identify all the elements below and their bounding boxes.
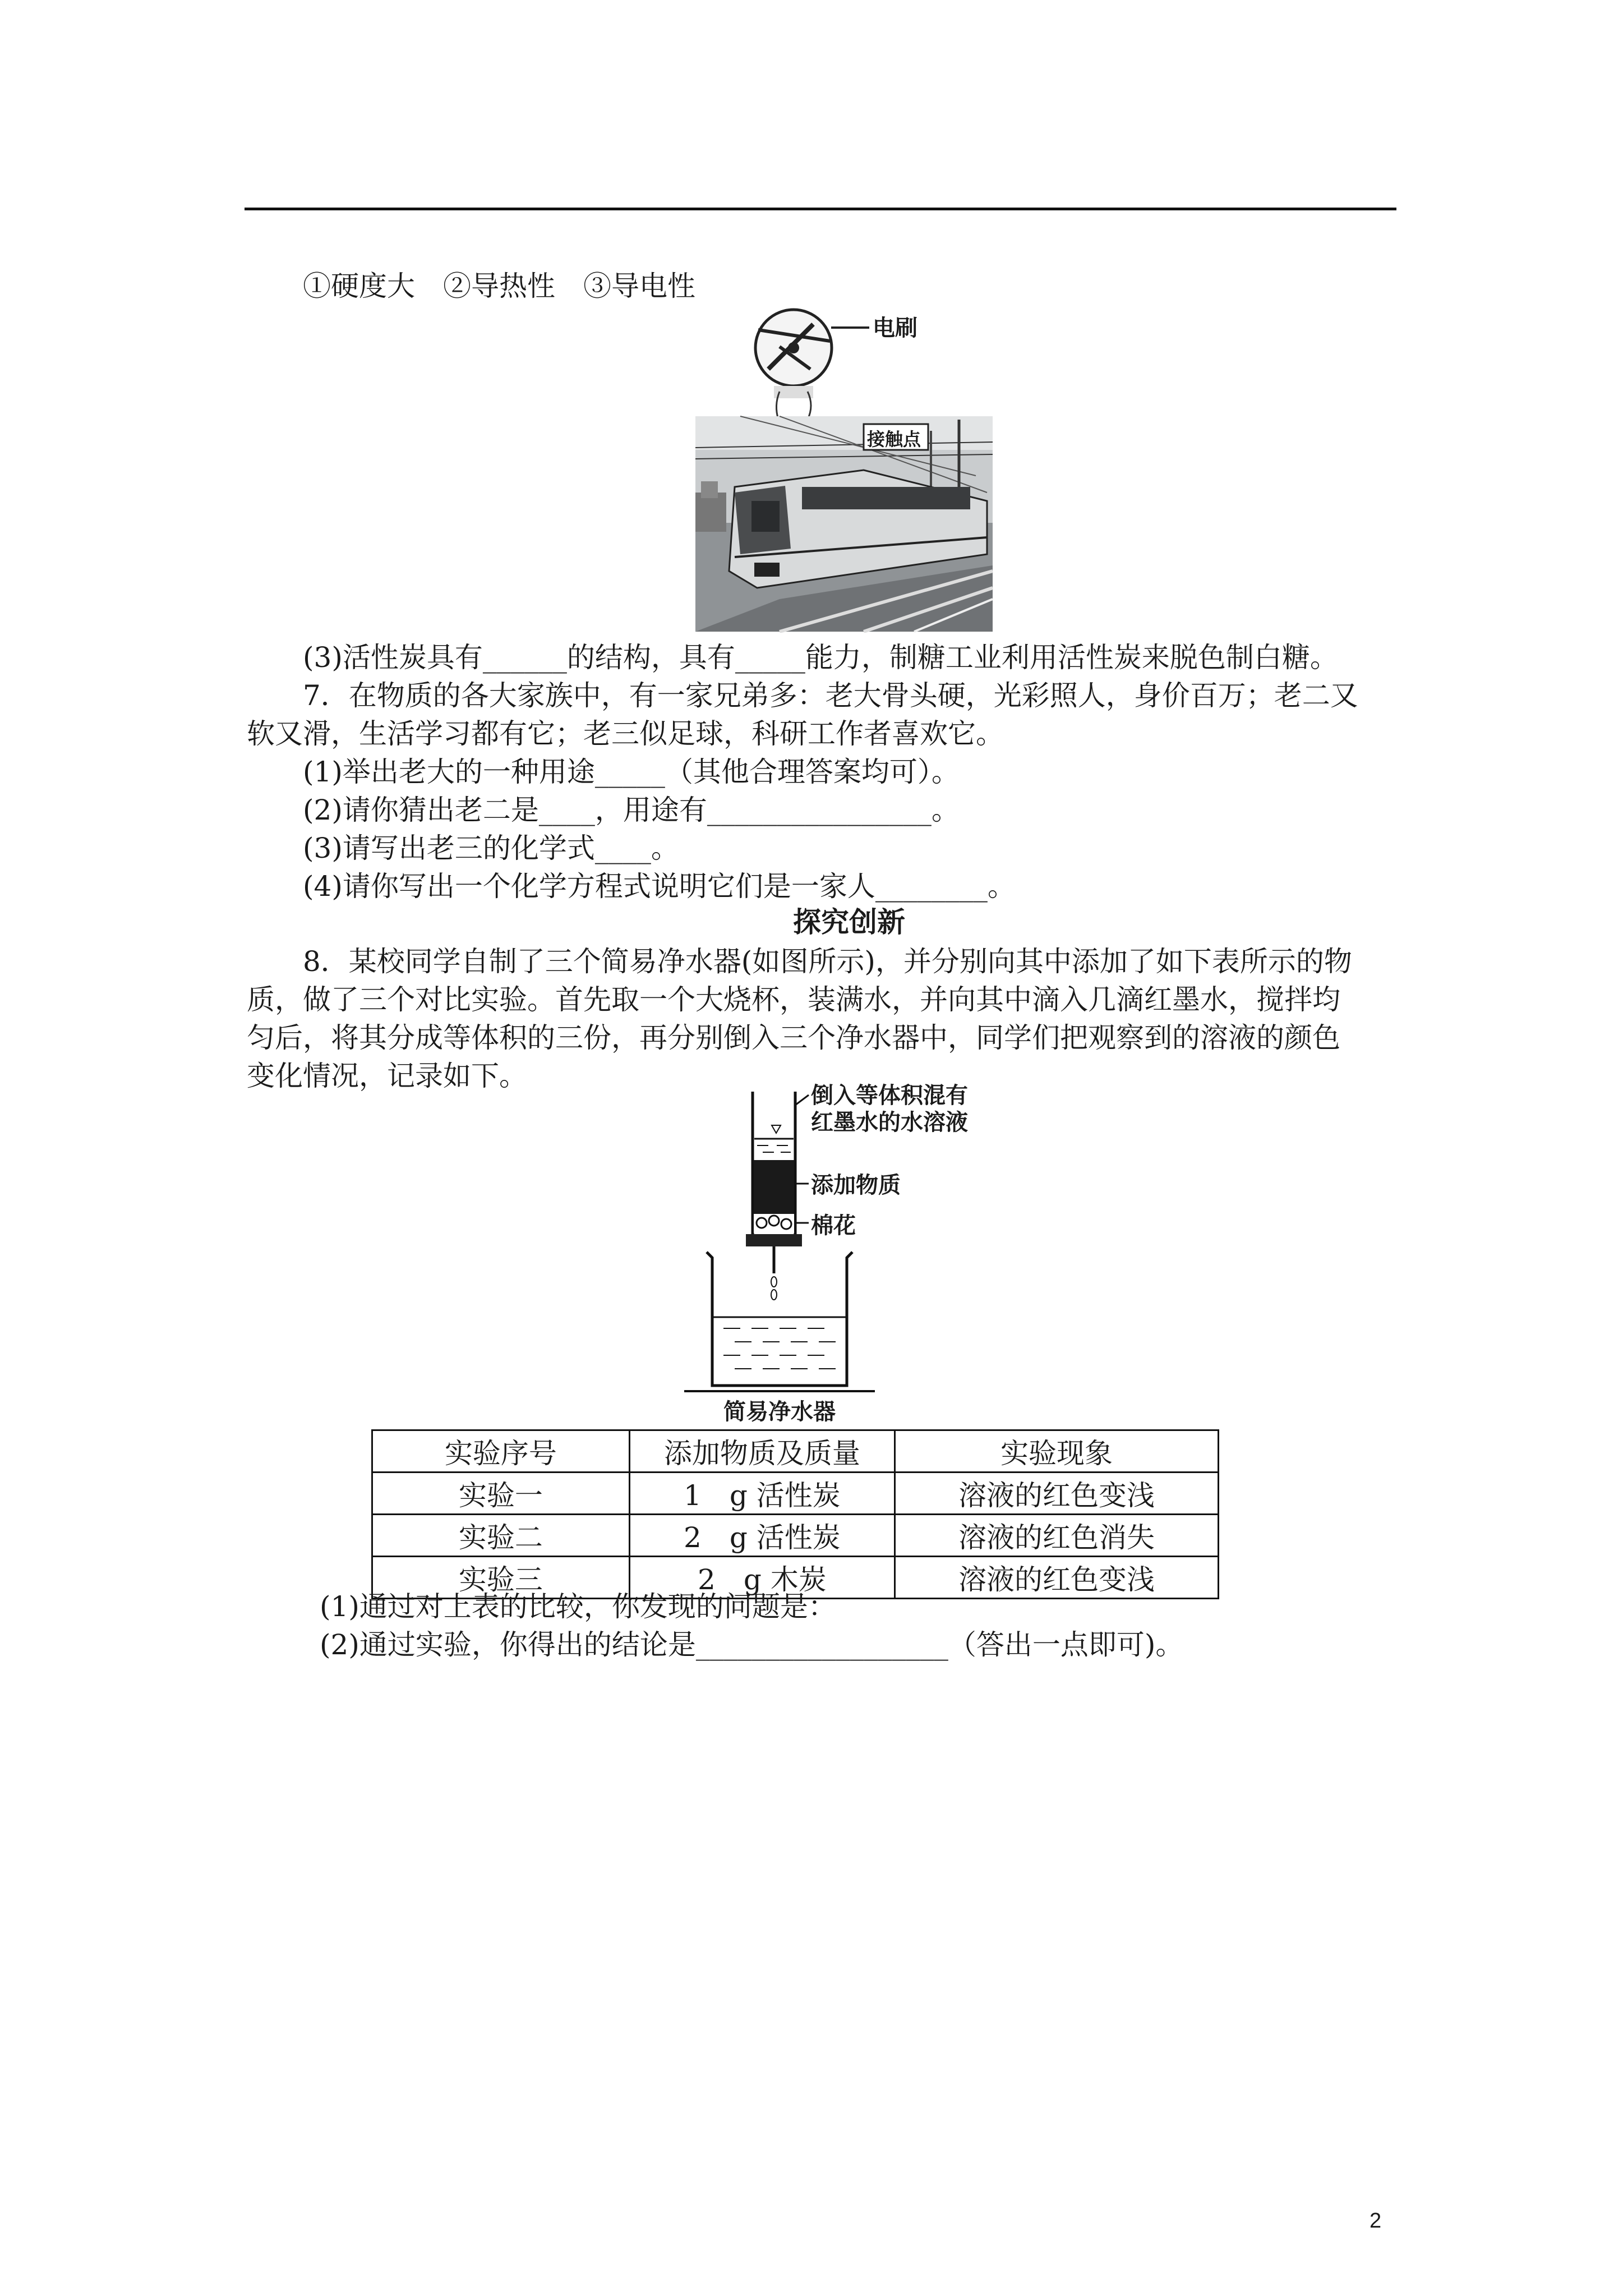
- label-added-substance: 添加物质: [811, 1172, 901, 1198]
- header-cell: 添加物质及质量: [629, 1430, 895, 1473]
- table-cell: 2 g 活性炭: [629, 1515, 895, 1557]
- table-cell: 2 g 木炭: [629, 1557, 895, 1599]
- q8-sub2: (2)通过实验，你得出的结论是__________________（答出一点即可)。: [320, 1628, 1184, 1661]
- page-number: 2: [1370, 2209, 1382, 2233]
- q6-part3: (3)活性炭具有______的结构，具有_____能力，制糖工业利用活性炭来脱色制白糖。: [303, 641, 1338, 674]
- q8-stem-line1: 8．某校同学自制了三个简易净水器(如图所示)，并分别向其中添加了如下表所示的物: [303, 945, 1352, 978]
- header-rule: [245, 208, 1396, 210]
- q8-sub1: (1)通过对上表的比较，你发现的问题是：: [320, 1590, 836, 1623]
- table-cell: 溶液的红色变浅: [895, 1473, 1219, 1515]
- table-cell: 实验三: [372, 1557, 630, 1599]
- table-cell: 溶液的红色消失: [895, 1515, 1219, 1557]
- table-cell: 1 g 活性炭: [629, 1473, 895, 1515]
- train-pantograph-figure: [695, 307, 1032, 633]
- q7-sub2: (2)请你猜出老二是____，用途有________________。: [303, 794, 960, 826]
- header-cell: 实验序号: [372, 1430, 630, 1473]
- q7-sub3: (3)请写出老三的化学式____。: [303, 832, 679, 864]
- q8-stem-line2: 质，做了三个对比实验。首先取一个大烧杯，装满水，并向其中滴入几滴红墨水，搅拌均: [247, 983, 1340, 1016]
- q8-stem-line4: 变化情况，记录如下。: [247, 1060, 527, 1092]
- label-pour-line1: 倒入等体积混有: [811, 1083, 968, 1108]
- header-cell: 实验现象: [895, 1430, 1219, 1473]
- label-brush: 电刷: [873, 315, 917, 341]
- table-row: [372, 1473, 1219, 1515]
- label-contact-point: 接触点: [867, 429, 921, 450]
- table-cell: 实验二: [372, 1515, 630, 1557]
- q7-sub4: (4)请你写出一个化学方程式说明它们是一家人________。: [303, 870, 1016, 903]
- table-header-row: [372, 1430, 1219, 1473]
- table-cell: 溶液的红色变浅: [895, 1557, 1219, 1599]
- experiment-table: [371, 1429, 1219, 1599]
- table-row: [372, 1515, 1219, 1557]
- label-pour-line2: 红墨水的水溶液: [811, 1110, 968, 1135]
- options-line: ①硬度大 ②导热性 ③导电性: [303, 270, 695, 302]
- q8-stem-line3: 匀后，将其分成等体积的三份，再分别倒入三个净水器中，同学们把观察到的溶液的颜色: [247, 1022, 1340, 1054]
- q7-sub1: (1)举出老大的一种用途_____（其他合理答案均可）。: [303, 756, 960, 788]
- figure-caption: 简易净水器: [723, 1399, 836, 1425]
- label-cotton: 棉花: [811, 1213, 856, 1239]
- table-cell: 实验一: [372, 1473, 630, 1515]
- water-purifier-figure: [662, 1088, 920, 1402]
- q7-stem-line1: 7．在物质的各大家族中，有一家兄弟多：老大骨头硬，光彩照人，身价百万；老二又: [303, 679, 1358, 712]
- section-title: 探究创新: [793, 905, 905, 938]
- q7-stem-line2: 软又滑，生活学习都有它；老三似足球，科研工作者喜欢它。: [247, 717, 1004, 750]
